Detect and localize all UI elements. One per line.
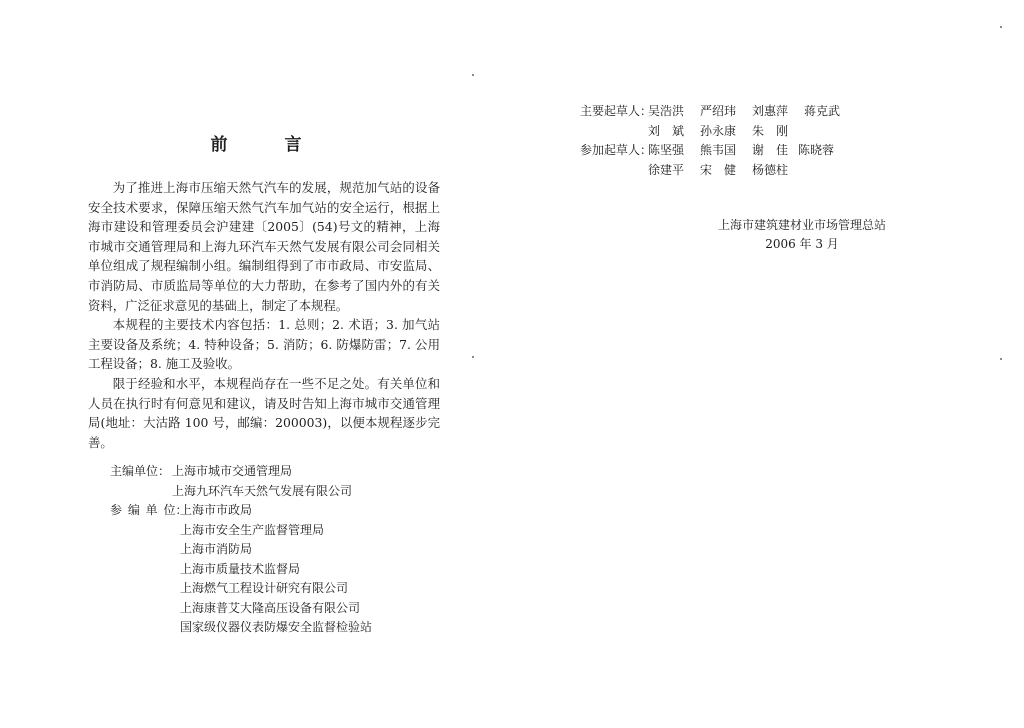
main-drafters-label: 主要起草人： [580, 104, 653, 118]
participating-unit: 上海燃气工程设计研究有限公司 [180, 581, 349, 595]
participating-unit-line [110, 579, 470, 599]
preface-body [88, 178, 440, 452]
participating-unit-line [110, 540, 470, 560]
drafter-name: 吴浩洪 [648, 104, 685, 118]
drafters-list [580, 102, 910, 180]
preface-paragraph-1: 为了推进上海市压缩天然气汽车的发展，规范加气站的设备安全技术要求，保障压缩天然气汽车加气站的安全运行，根据上海市建设和管理委员会沪建建〔2005〕(54)号文的精神，上海市城市交通管理局和上海九环汽车天然气发展有限公司会同相关单位组成了规程编制小组。编制组得到了市市政局、市安监局、市消防局、市质监局等单位的大力帮助，在参考了国内外的有关资料，广泛征求意见的基础上，制定了本规程。 [88, 180, 440, 313]
scan-speck [1000, 358, 1002, 360]
participating-unit-line [110, 618, 470, 638]
chief-unit-label: 主编单位： [110, 464, 171, 478]
scan-speck [1000, 26, 1002, 28]
participating-unit: 上海市质量技术监督局 [180, 561, 301, 576]
participating-unit: 上海市市政局 [180, 503, 253, 517]
participating-unit-line [110, 501, 470, 521]
issue-date: 2006 年 3 月 [765, 237, 839, 251]
drafter-name: 孙永康 [700, 123, 737, 138]
participating-unit: 上海市安全生产监督管理局 [180, 522, 325, 537]
drafter-name: 宋 健 [700, 162, 737, 177]
drafter-name: 刘惠萍 [752, 104, 789, 118]
drafter-row [580, 161, 910, 181]
chief-unit: 上海市城市交通管理局 [172, 464, 293, 478]
scan-speck [472, 356, 474, 358]
editing-units [110, 462, 470, 638]
drafter-row [580, 122, 910, 142]
drafter-name: 朱 刚 [752, 123, 789, 138]
drafter-name: 刘 斌 [648, 123, 685, 138]
drafter-name: 谢 佳 [752, 143, 789, 157]
participating-unit-label: 参 编 单 位： [110, 503, 188, 517]
page-title: 前 言 [210, 135, 322, 155]
drafter-row [580, 102, 910, 122]
participating-unit-line [110, 599, 470, 619]
chief-unit-line [110, 462, 470, 482]
participating-unit-line [110, 560, 470, 580]
participating-unit: 国家级仪器仪表防爆安全监督检验站 [180, 620, 373, 634]
participating-unit: 上海康普艾大隆高压设备有限公司 [180, 600, 361, 615]
chief-unit-line [110, 482, 470, 502]
participating-drafters-label: 参加起草人： [580, 143, 653, 157]
drafter-name: 熊韦国 [700, 143, 737, 157]
drafter-name: 蒋克武 [804, 104, 841, 118]
preface-paragraph-3: 限于经验和水平，本规程尚存在一些不足之处。有关单位和人员在执行时有何意见和建议，请及时告知上海市城市交通管理局(地址：大沽路 100 号，邮编：200003)，以便本规程逐步完善。 [88, 375, 440, 450]
right-page [512, 0, 1024, 728]
signature-block [692, 216, 912, 254]
scan-speck [472, 74, 474, 76]
drafter-row [580, 141, 910, 161]
drafter-name: 陈坚强 [648, 143, 685, 157]
preface-paragraph-2: 本规程的主要技术内容包括：1. 总则；2. 术语；3. 加气站主要设备及系统；4. 特种设备；5. 消防；6. 防爆防雷；7. 公用工程设备；8. 施工及验收。 [88, 317, 440, 372]
chief-unit: 上海九环汽车天然气发展有限公司 [172, 483, 353, 498]
drafter-name: 严绍玮 [700, 104, 737, 118]
participating-unit: 上海市消防局 [180, 542, 253, 556]
participating-unit-line [110, 521, 470, 541]
drafter-name: 杨德柱 [752, 162, 789, 177]
drafter-name: 徐建平 [648, 162, 685, 177]
issuer-name: 上海市建筑建材业市场管理总站 [717, 218, 886, 232]
drafter-name: 陈晓蓉 [798, 143, 835, 157]
